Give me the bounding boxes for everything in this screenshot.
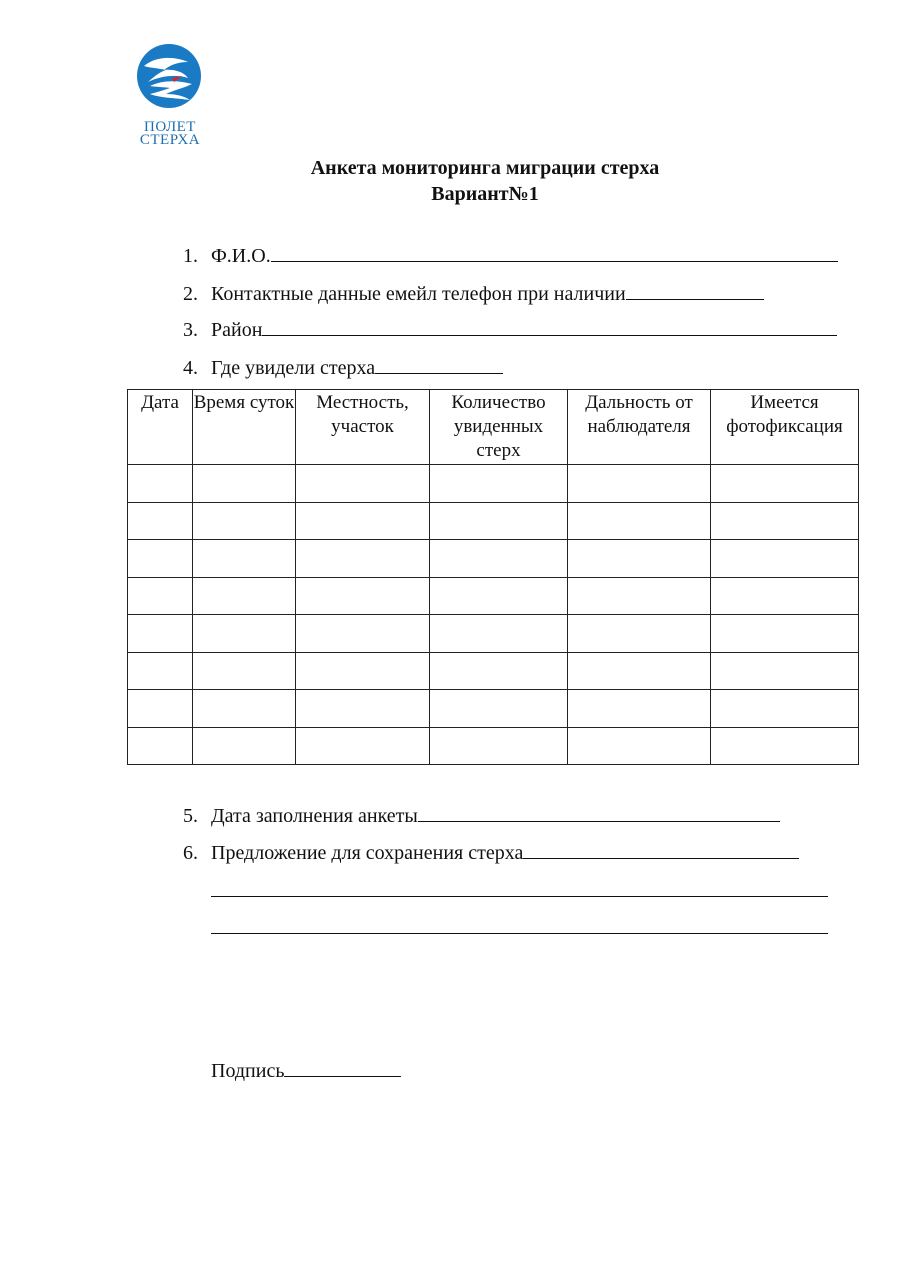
table-cell[interactable] [128, 540, 193, 578]
table-cell[interactable] [128, 615, 193, 653]
table-cell[interactable] [568, 727, 711, 765]
table-cell[interactable] [568, 615, 711, 653]
field-label: Где увидели стерха [211, 357, 376, 379]
table-cell[interactable] [193, 577, 296, 615]
fill-line[interactable] [626, 281, 764, 300]
table-cell[interactable] [296, 652, 430, 690]
table-cell[interactable] [430, 727, 568, 765]
table-row [128, 540, 859, 578]
document-variant: Вариант№1 [431, 183, 539, 205]
proposal-line-2[interactable] [211, 896, 828, 897]
table-cell[interactable] [711, 540, 859, 578]
item-number: 5. [183, 805, 198, 827]
table-cell[interactable] [193, 465, 296, 503]
table-cell[interactable] [711, 502, 859, 540]
column-header-count: Количество увиденных стерх [430, 390, 568, 465]
table-header-row [128, 390, 859, 465]
column-header-date: Дата [128, 390, 193, 465]
table-cell[interactable] [711, 577, 859, 615]
table-cell[interactable] [128, 502, 193, 540]
table-cell[interactable] [128, 652, 193, 690]
column-header-location: Местность, участок [296, 390, 430, 465]
field-fio[interactable] [183, 243, 838, 268]
table-cell[interactable] [430, 577, 568, 615]
table-cell[interactable] [430, 502, 568, 540]
item-number: 6. [183, 842, 198, 864]
signature-line[interactable] [284, 1058, 401, 1077]
fill-line[interactable] [375, 355, 503, 374]
item-number: 1. [183, 245, 198, 267]
table-cell[interactable] [430, 615, 568, 653]
table-cell[interactable] [296, 727, 430, 765]
table-row [128, 615, 859, 653]
table-row [128, 690, 859, 728]
table-cell[interactable] [193, 540, 296, 578]
crane-logo-icon [130, 42, 210, 118]
fill-line[interactable] [523, 840, 799, 859]
table-cell[interactable] [568, 652, 711, 690]
table-cell[interactable] [193, 502, 296, 540]
table-cell[interactable] [296, 577, 430, 615]
table-row [128, 502, 859, 540]
signature-label: Подпись [211, 1060, 285, 1082]
table-cell[interactable] [430, 690, 568, 728]
field-label: Район [211, 319, 263, 341]
field-proposal[interactable] [183, 840, 799, 865]
column-header-photo: Имеется фотофиксация [711, 390, 859, 465]
logo-text-line2: СТЕРХА [139, 132, 201, 148]
logo [130, 42, 210, 150]
table-cell[interactable] [568, 690, 711, 728]
signature-field[interactable] [211, 1058, 401, 1083]
item-number: 2. [183, 283, 198, 305]
column-header-time: Время суток [193, 390, 296, 465]
table-cell[interactable] [711, 727, 859, 765]
table-cell[interactable] [128, 465, 193, 503]
proposal-line-3[interactable] [211, 933, 828, 934]
table-row [128, 652, 859, 690]
observation-table [127, 389, 859, 765]
logo-text-line1: ПОЛЕТ [144, 119, 196, 135]
field-label: Дата заполнения анкеты [211, 805, 418, 827]
table-cell[interactable] [568, 465, 711, 503]
table-row [128, 727, 859, 765]
field-contacts[interactable] [183, 281, 764, 306]
table-cell[interactable] [568, 540, 711, 578]
field-fill-date[interactable] [183, 803, 780, 828]
field-label: Контактные данные емейл телефон при наличии [211, 283, 626, 305]
table-cell[interactable] [193, 690, 296, 728]
column-header-distance: Дальность от наблюдателя [568, 390, 711, 465]
fill-line[interactable] [271, 243, 838, 262]
table-cell[interactable] [193, 727, 296, 765]
field-where-seen[interactable] [183, 355, 503, 380]
table-row [128, 577, 859, 615]
fill-line[interactable] [262, 317, 837, 336]
table-cell[interactable] [430, 652, 568, 690]
table-row [128, 465, 859, 503]
table-cell[interactable] [193, 652, 296, 690]
document-title: Анкета мониторинга миграции стерха [310, 157, 660, 179]
field-label: Ф.И.О. [211, 245, 271, 267]
table-cell[interactable] [193, 615, 296, 653]
table-cell[interactable] [568, 577, 711, 615]
table-cell[interactable] [711, 615, 859, 653]
table-cell[interactable] [296, 502, 430, 540]
table-cell[interactable] [711, 690, 859, 728]
item-number: 4. [183, 357, 198, 379]
table-cell[interactable] [711, 652, 859, 690]
table-cell[interactable] [296, 690, 430, 728]
table-cell[interactable] [568, 502, 711, 540]
field-district[interactable] [183, 317, 837, 342]
table-cell[interactable] [430, 540, 568, 578]
table-cell[interactable] [296, 465, 430, 503]
fill-line[interactable] [418, 803, 780, 822]
table-cell[interactable] [430, 465, 568, 503]
table-cell[interactable] [128, 577, 193, 615]
table-cell[interactable] [128, 727, 193, 765]
field-label: Предложение для сохранения стерха [211, 842, 524, 864]
table-cell[interactable] [296, 540, 430, 578]
item-number: 3. [183, 319, 198, 341]
table-cell[interactable] [711, 465, 859, 503]
table-cell[interactable] [296, 615, 430, 653]
table-cell[interactable] [128, 690, 193, 728]
